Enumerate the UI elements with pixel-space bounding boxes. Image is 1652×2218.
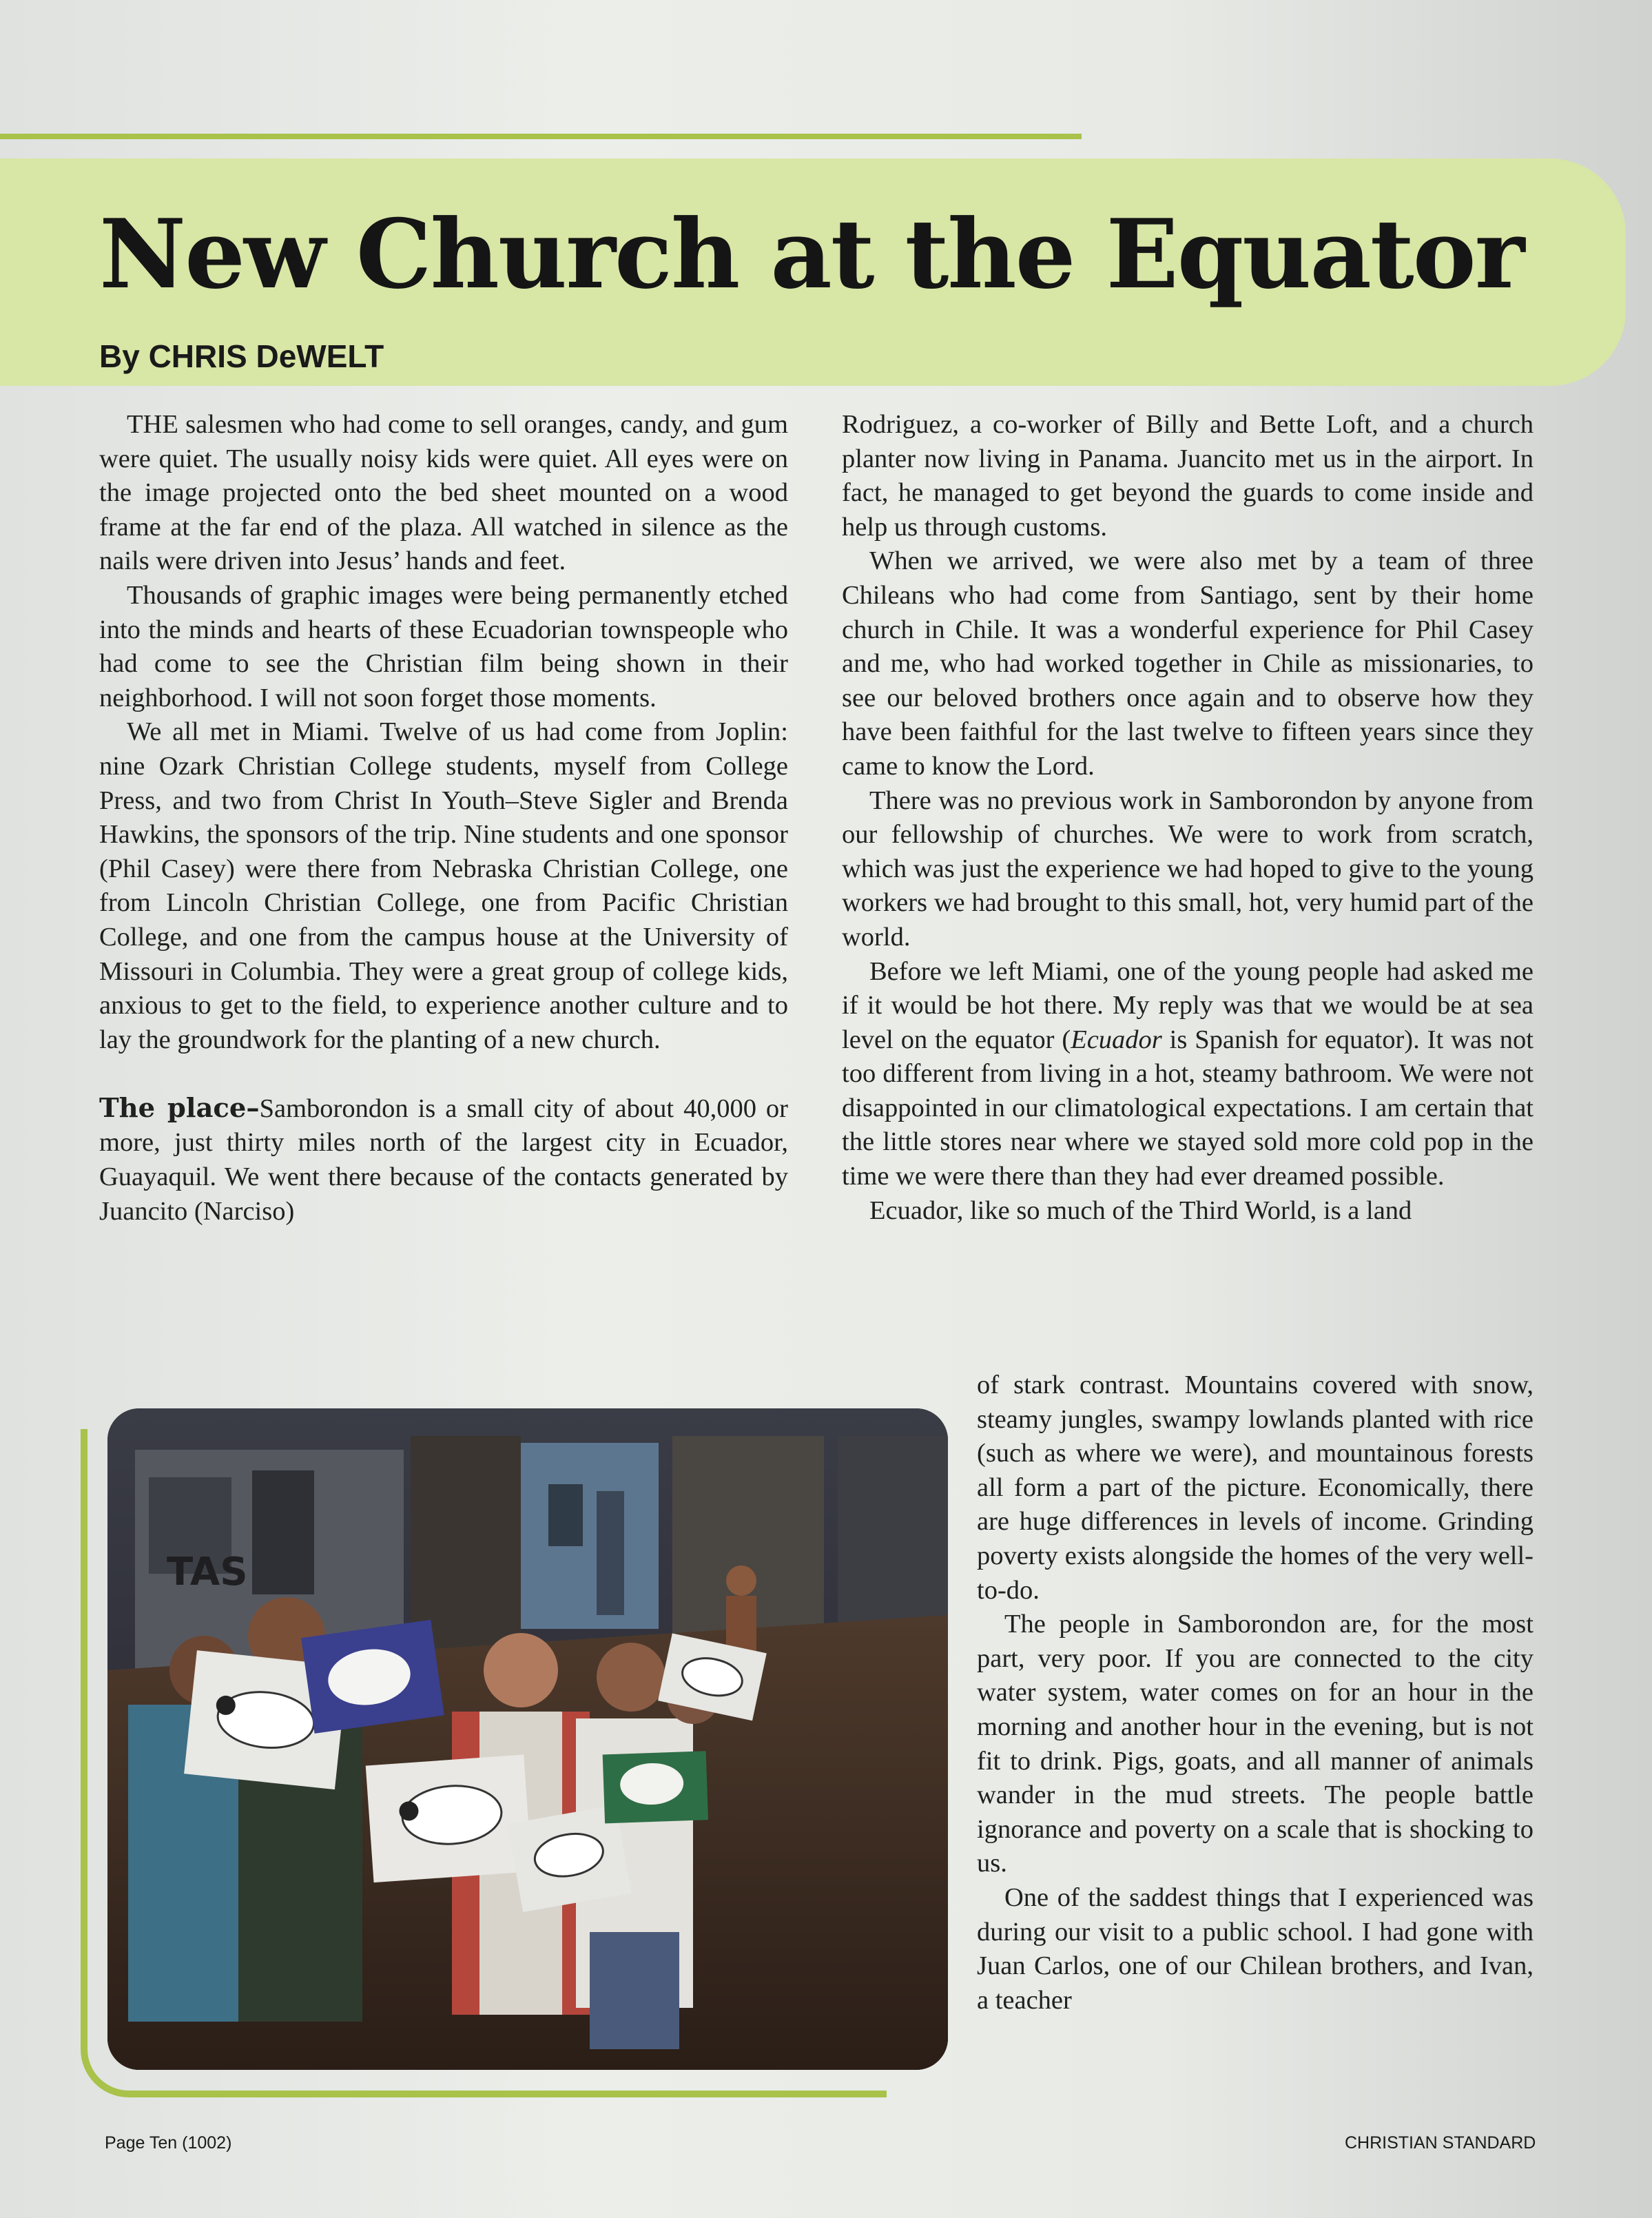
- photo-children-with-sheep-drawings: [107, 1408, 948, 2070]
- paragraph: When we arrived, we were also met by a team of three Chileans who had come from Santiago, sent by their home church in Chile. It was a wonderful experience for Phil Casey and me, who had worked together in Chile as missionaries, to see our beloved brothers once again and to observe how they have been faithful for the last twelve to fifteen years since they came to know the Lord.: [842, 546, 1534, 781]
- paragraph: Rodriguez, a co-worker of Billy and Bette Loft, and a church planter now living in Panama. Juancito met us in the airport. In fact, he managed to get beyond the guards to come inside and help us through customs.: [842, 410, 1534, 542]
- wall-sign-text: TAS: [167, 1550, 248, 1594]
- wrapped-column: [977, 1368, 1534, 2017]
- paragraph: THE salesmen who had come to sell oranges, candy, and gum were quiet. The usually noisy kids were quiet. All eyes were on the image projected onto the bed sheet mounted on a wood frame at the far end of the plaza. All watched in silence as the nails were driven into Jesus’ hands and feet.: [99, 410, 788, 576]
- paragraph: One of the saddest things that I experienced was during our visit to a public school. I had gone with Juan Carlos, one of our Chilean brothers, and Ivan, a teacher: [977, 1882, 1534, 2015]
- footer-page-number: Page Ten (1002): [105, 2133, 232, 2153]
- paragraph-gap: [99, 1057, 788, 1091]
- paragraph: [99, 1091, 788, 1229]
- paragraph: We all met in Miami. Twelve of us had come from Joplin: nine Ozark Christian College students, myself from College Press, and two from Christ In Youth–Steve Sigler and Brenda Hawkins, the sponsors of the trip. Nine students and one sponsor (Phil Casey) were there from Nebraska Christian College, one from Lincoln Christian College, one from Pacific Christian College, and one from the campus house at the University of Missouri in Columbia. They were a great group of college kids, anxious to get to the field, to experience another culture and to lay the groundwork for the planting of a new church.: [99, 717, 788, 1054]
- paragraph-lead-line: Ecuador, like so much of the Third World, is a land: [869, 1195, 1412, 1225]
- paragraph: The people in Samborondon are, for the most part, very poor. If you are connected to the city water system, water comes on for an hour in the morning and another hour in the evening, but is not fit to drink. Pigs, goats, and all manner of animals wander in the mud streets. The people battle ignorance and poverty on a scale that is shocking to us.: [977, 1610, 1534, 1878]
- paragraph-text: is Spanish for equator). It was not too different from living in a hot, steamy bathroom. We were not disappointed in our climatological expectations. I am certain that the little stores near where we stayed sold more cold pop in the time we were there than they had ever dreamed possible.: [842, 1025, 1534, 1191]
- wall-sign: [167, 1550, 248, 1594]
- left-column: [99, 408, 788, 1229]
- paragraph: of stark contrast. Mountains covered with snow, steamy jungles, swampy lowlands planted with rice (such as where we were), and mountainous forests all form a part of the picture. Economically, there are huge differences in levels of income. Grinding poverty exists alongside the homes of the very well-to-do.: [977, 1370, 1534, 1605]
- emphasis-text: Ecuador: [1071, 1025, 1162, 1054]
- right-column: [842, 408, 1534, 1228]
- article-title: New Church at the Equator: [99, 198, 1524, 310]
- paragraph-text: Before we left Miami, one of the young people had asked me if it would be hot there. My reply was that we would be at sea level on the equator (: [842, 956, 1534, 1054]
- article-photo: [107, 1408, 948, 2070]
- paragraph-text: Samborondon is a small city of about 40,000 or more, just thirty miles north of the largest city in Ecuador, Guayaquil. We went there because of the contacts generated by Juancito (Narciso): [99, 1093, 789, 1226]
- paragraph: [842, 955, 1534, 1194]
- paragraph: Thousands of graphic images were being permanently etched into the minds and hearts of these Ecuadorian townspeople who had come to see the Christian film being shown in their neighborhood. I will not soon forget those moments.: [99, 580, 788, 712]
- top-accent-rule: [0, 134, 1082, 139]
- paragraph: There was no previous work in Samborondon by anyone from our fellowship of churches. We were to work from scratch, which was just the experience we had hoped to give to the young workers we had brought to this small, hot, very humid part of the world.: [842, 785, 1534, 952]
- footer-publication-name: CHRISTIAN STANDARD: [1345, 2133, 1536, 2153]
- section-subhead: The place–: [99, 1092, 260, 1124]
- article-byline: By CHRIS DeWELT: [99, 338, 384, 374]
